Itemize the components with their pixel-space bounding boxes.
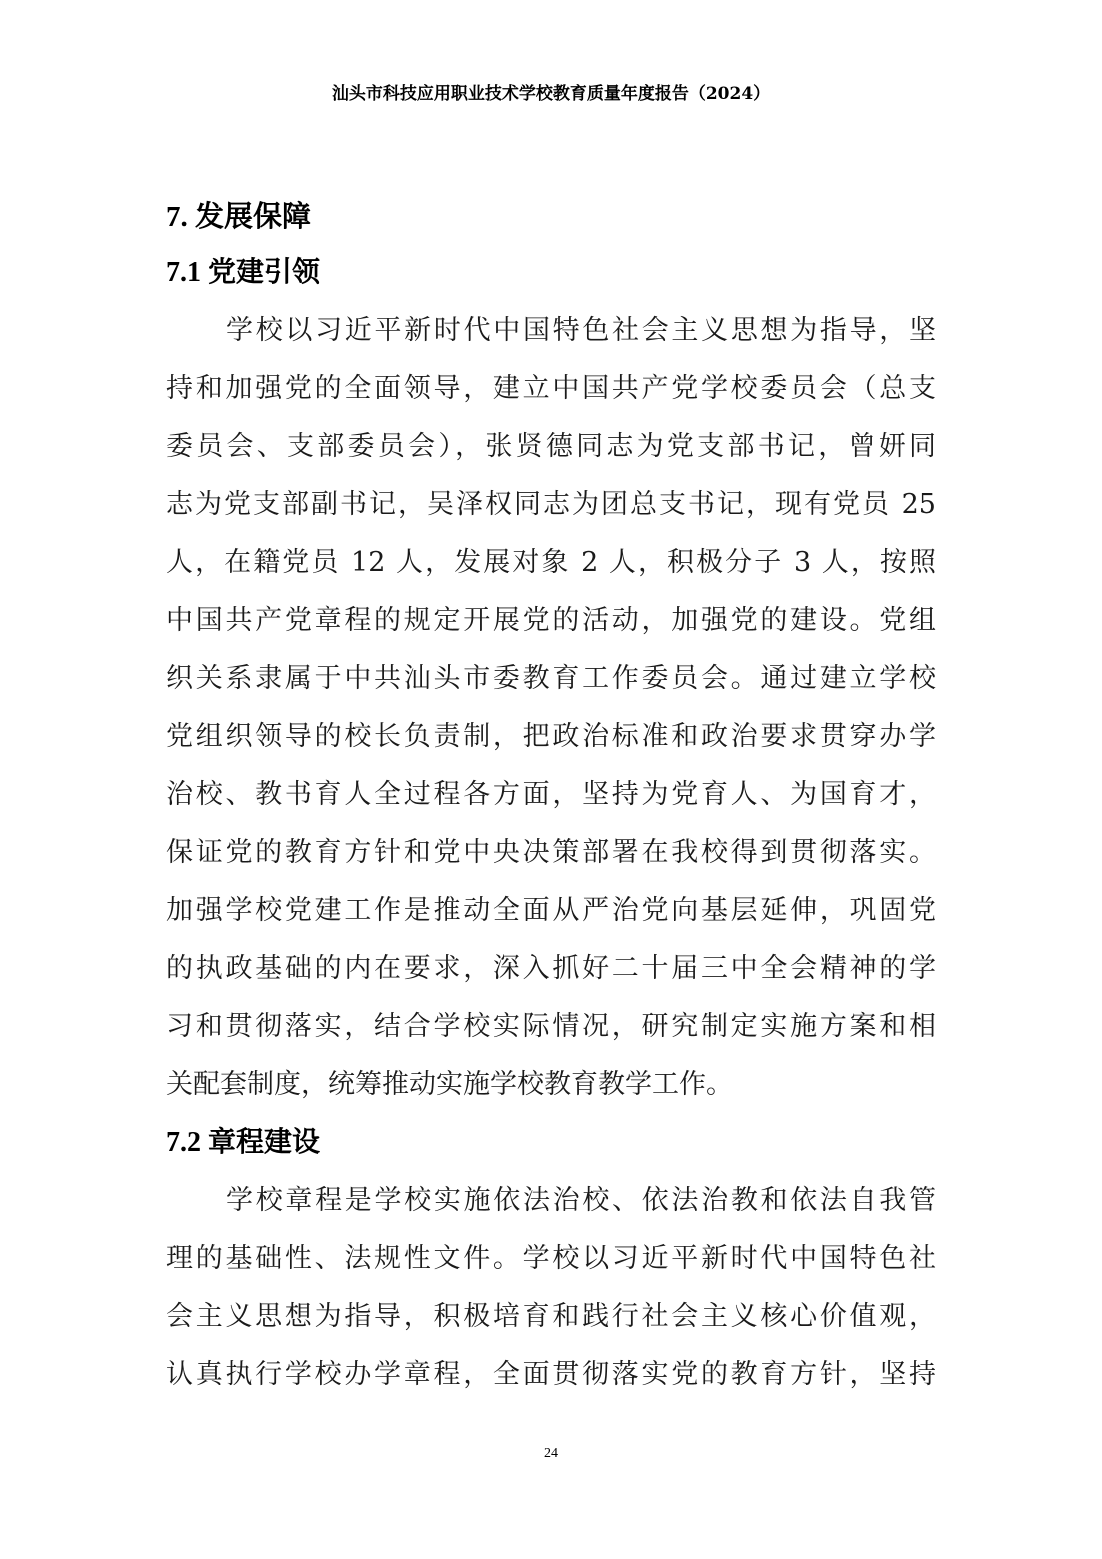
paragraph-line: 理的基础性、法规性文件。学校以习近平新时代中国特色社 bbox=[166, 1243, 936, 1274]
paragraph-line: 中国共产党章程的规定开展党的活动，加强党的建设。党组 bbox=[166, 605, 936, 636]
paragraph-charter bbox=[166, 1172, 936, 1404]
paragraph-line: 学校章程是学校实施依法治校、依法治教和依法自我管 bbox=[226, 1185, 936, 1216]
subsection-title-charter: 7.2 章程建设 bbox=[166, 1127, 321, 1158]
paragraph-party-building bbox=[166, 302, 936, 1114]
report-header: 汕头市科技应用职业技术学校教育质量年度报告（2024） bbox=[331, 84, 771, 104]
paragraph-line: 党组织领导的校长负责制，把政治标准和政治要求贯穿办学 bbox=[166, 721, 936, 752]
paragraph-line: 持和加强党的全面领导，建立中国共产党学校委员会（总支 bbox=[166, 373, 936, 404]
paragraph-line: 加强学校党建工作是推动全面从严治党向基层延伸，巩固党 bbox=[166, 895, 936, 926]
paragraph-line: 关配套制度，统筹推动实施学校教育教学工作。 bbox=[166, 1069, 733, 1100]
section-title: 7. 发展保障 bbox=[166, 201, 312, 233]
paragraph-line: 会主义思想为指导，积极培育和践行社会主义核心价值观， bbox=[166, 1301, 936, 1332]
paragraph-line: 认真执行学校办学章程，全面贯彻落实党的教育方针，坚持 bbox=[166, 1359, 936, 1390]
paragraph-line: 习和贯彻落实，结合学校实际情况，研究制定实施方案和相 bbox=[166, 1011, 936, 1042]
paragraph-line: 治校、教书育人全过程各方面，坚持为党育人、为国育才， bbox=[166, 779, 936, 810]
page-content bbox=[166, 190, 936, 1404]
page-number: 24 bbox=[544, 1446, 558, 1461]
paragraph-line: 织关系隶属于中共汕头市委教育工作委员会。通过建立学校 bbox=[166, 663, 936, 694]
paragraph-line: 保证党的教育方针和党中央决策部署在我校得到贯彻落实。 bbox=[166, 837, 936, 868]
paragraph-line: 的执政基础的内在要求，深入抓好二十届三中全会精神的学 bbox=[166, 953, 936, 984]
paragraph-line: 志为党支部副书记，吴泽权同志为团总支书记，现有党员 25 bbox=[166, 489, 936, 520]
paragraph-line: 学校以习近平新时代中国特色社会主义思想为指导，坚 bbox=[226, 315, 936, 346]
subsection-title-party-building: 7.1 党建引领 bbox=[166, 257, 321, 288]
paragraph-line: 委员会、支部委员会），张贤德同志为党支部书记，曾妍同 bbox=[166, 431, 936, 462]
paragraph-line: 人，在籍党员 12 人，发展对象 2 人，积极分子 3 人，按照 bbox=[166, 547, 936, 578]
